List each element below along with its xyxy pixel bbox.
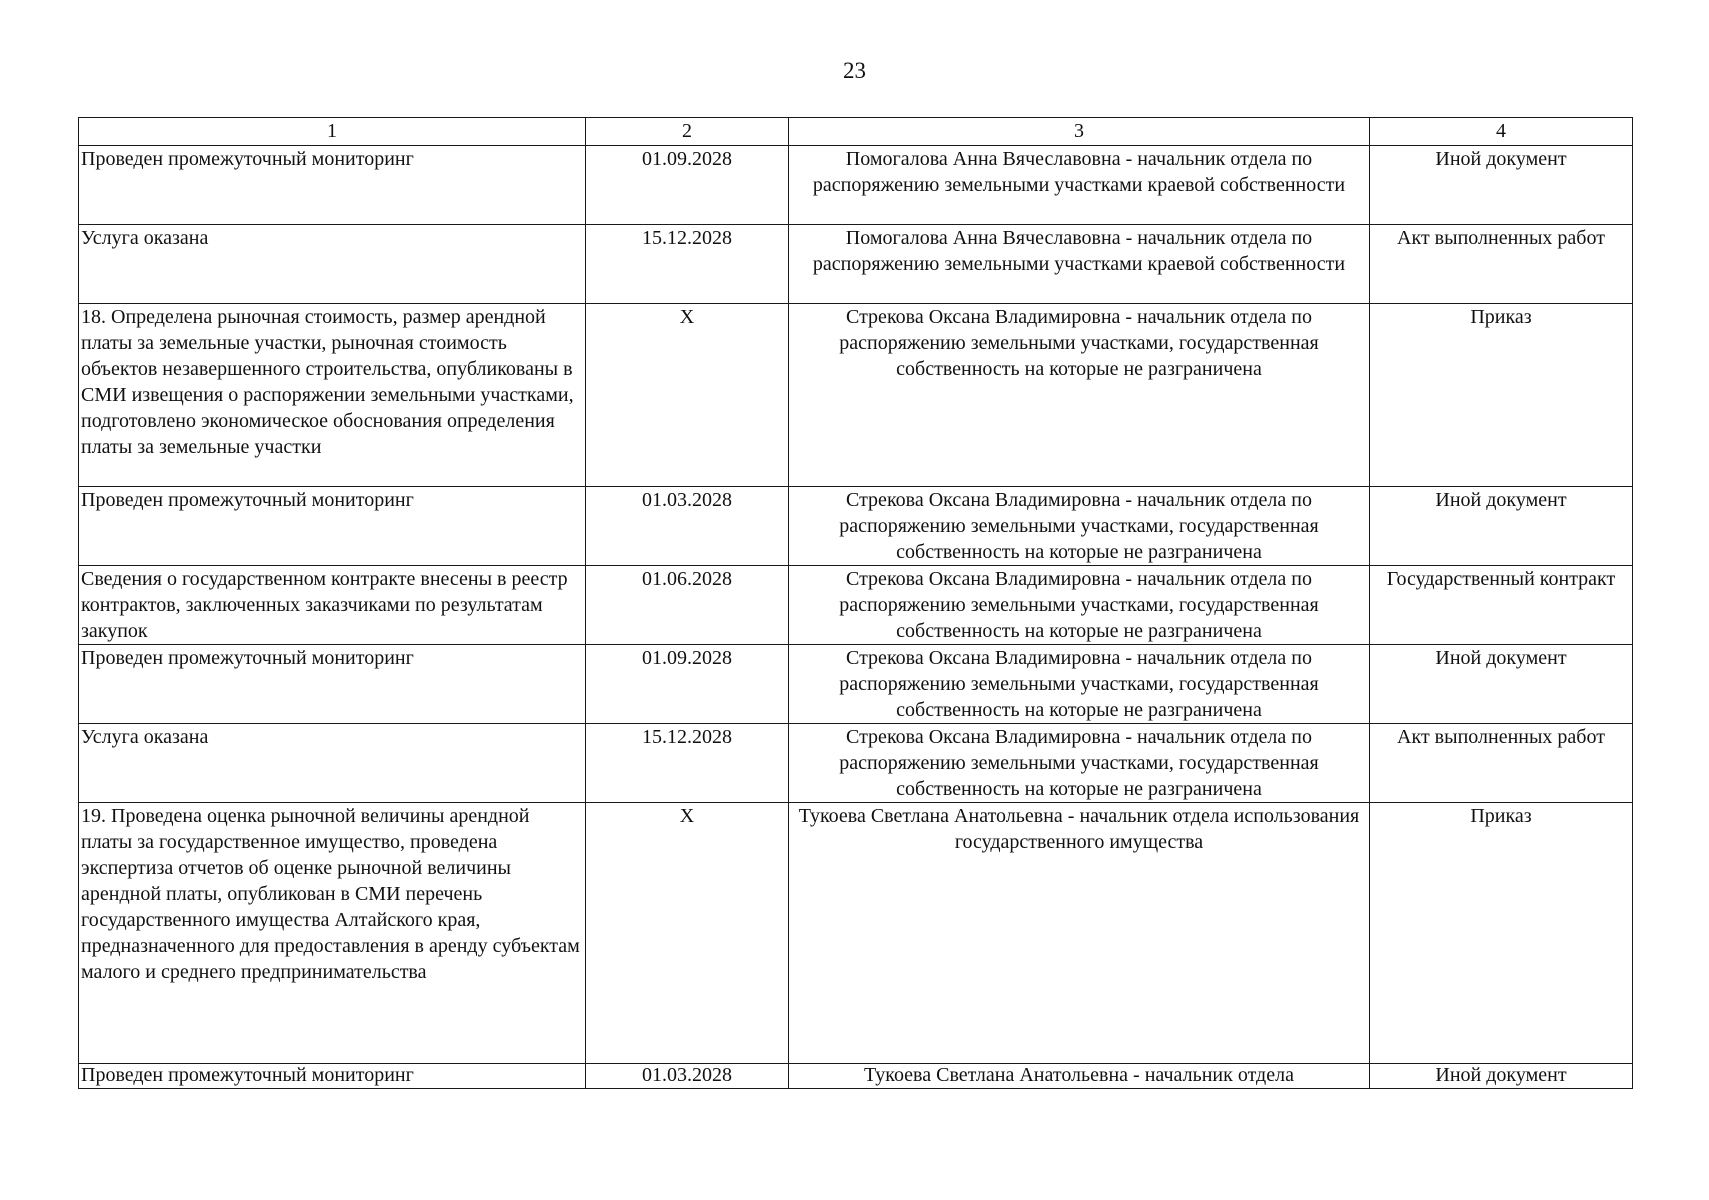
responsible-cell: Помогалова Анна Вячеславовна - начальник отдела по распоряжению земельными участками краевой собственности [789, 146, 1370, 225]
date-cell: 01.09.2028 [586, 645, 789, 724]
page-number: 23 [843, 58, 866, 83]
date-cell: 15.12.2028 [586, 225, 789, 304]
date-cell: 01.03.2028 [586, 1064, 789, 1089]
event-cell: Сведения о государственном контракте внесены в реестр контрактов, заключенных заказчиками по результатам закупок [79, 566, 586, 645]
responsible-cell: Стрекова Оксана Владимировна - начальник отдела по распоряжению земельными участками, государственная собственность на которые не разграничена [789, 645, 1370, 724]
responsible-cell: Тукоева Светлана Анатольевна - начальник отдела [789, 1064, 1370, 1089]
column-header-4: 4 [1370, 118, 1633, 146]
event-cell: Проведен промежуточный мониторинг [79, 1064, 586, 1089]
table-row [79, 566, 1633, 645]
responsible-cell: Стрекова Оксана Владимировна - начальник отдела по распоряжению земельными участками, государственная собственность на которые не разграничена [789, 566, 1370, 645]
responsible-cell: Стрекова Оксана Владимировна - начальник отдела по распоряжению земельными участками, государственная собственность на которые не разграничена [789, 724, 1370, 803]
table-row [79, 304, 1633, 487]
plan-table [78, 117, 1633, 1089]
table-row [79, 225, 1633, 304]
document-cell: Приказ [1370, 803, 1633, 1064]
event-cell: Услуга оказана [79, 225, 586, 304]
document-cell: Иной документ [1370, 645, 1633, 724]
event-cell: Услуга оказана [79, 724, 586, 803]
event-cell: 18. Определена рыночная стоимость, размер арендной платы за земельные участки, рыночная стоимость объектов незавершенного строительства, опубликованы в СМИ извещения о распоряжении земельными участками, подготовлено экономическое обоснования определения платы за земельные участки [79, 304, 586, 487]
responsible-cell: Помогалова Анна Вячеславовна - начальник отдела по распоряжению земельными участками краевой собственности [789, 225, 1370, 304]
date-cell: 15.12.2028 [586, 724, 789, 803]
responsible-cell: Стрекова Оксана Владимировна - начальник отдела по распоряжению земельными участками, государственная собственность на которые не разграничена [789, 304, 1370, 487]
responsible-cell: Стрекова Оксана Владимировна - начальник отдела по распоряжению земельными участками, государственная собственность на которые не разграничена [789, 487, 1370, 566]
column-header-1: 1 [79, 118, 586, 146]
document-cell: Акт выполненных работ [1370, 225, 1633, 304]
document-cell: Иной документ [1370, 487, 1633, 566]
date-cell: 01.06.2028 [586, 566, 789, 645]
document-cell: Приказ [1370, 304, 1633, 487]
document-cell: Акт выполненных работ [1370, 724, 1633, 803]
date-cell: Х [586, 304, 789, 487]
table-row [79, 724, 1633, 803]
date-cell: Х [586, 803, 789, 1064]
table-row [79, 645, 1633, 724]
column-header-2: 2 [586, 118, 789, 146]
table-row [79, 487, 1633, 566]
column-header-3: 3 [789, 118, 1370, 146]
table-row [79, 146, 1633, 225]
document-cell: Иной документ [1370, 146, 1633, 225]
document-cell: Государственный контракт [1370, 566, 1633, 645]
date-cell: 01.03.2028 [586, 487, 789, 566]
event-cell: Проведен промежуточный мониторинг [79, 645, 586, 724]
document-cell: Иной документ [1370, 1064, 1633, 1089]
table-header-row [79, 118, 1633, 146]
date-cell: 01.09.2028 [586, 146, 789, 225]
event-cell: Проведен промежуточный мониторинг [79, 487, 586, 566]
table-row [79, 803, 1633, 1064]
event-cell: 19. Проведена оценка рыночной величины арендной платы за государственное имущество, проведена экспертиза отчетов об оценке рыночной величины арендной платы, опубликован в СМИ перечень государственного имущества Алтайского края, предназначенного для предоставления в аренду субъектам малого и среднего предпринимательства [79, 803, 586, 1064]
event-cell: Проведен промежуточный мониторинг [79, 146, 586, 225]
table-row [79, 1064, 1633, 1089]
responsible-cell: Тукоева Светлана Анатольевна - начальник отдела использования государственного имущества [789, 803, 1370, 1064]
